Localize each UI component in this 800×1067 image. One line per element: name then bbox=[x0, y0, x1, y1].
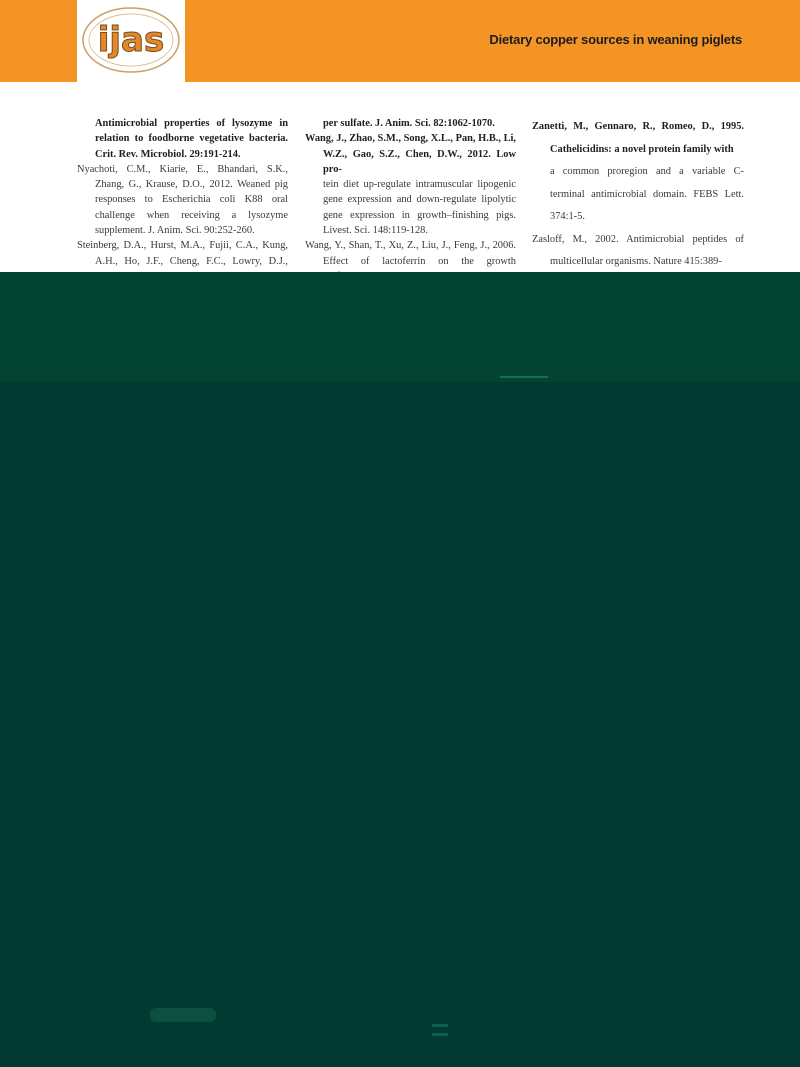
journal-header-bar bbox=[0, 0, 800, 82]
reference-entry: a common proregion and a variable C-terminal antimicrobial domain. FEBS Lett. 374:1-5. bbox=[550, 166, 744, 222]
reference-entry: per sulfate. J. Anim. Sci. 82:1062-1070. bbox=[323, 118, 495, 129]
corrupted-area bbox=[0, 382, 800, 1067]
logo-wordmark: ijas bbox=[97, 20, 165, 60]
reference-entry: Wang, Y., Shan, T., Xu, Z., Liu, J., Feng, J., 2006. Effect of lactoferrin on the growth bbox=[305, 240, 516, 267]
artifact-line bbox=[500, 376, 548, 378]
footer-logo-artifact bbox=[150, 1008, 216, 1022]
journal-logo bbox=[77, 0, 185, 82]
reference-entry: tein diet up-regulate intramuscular lipogenic gene expression and down-regulate lipolytic gene expression in growth–finishing pigs. Livest. Sci. 148:119-128. bbox=[323, 179, 516, 237]
references-column-3 bbox=[532, 116, 744, 274]
reference-entry: Zanetti, M., Gennaro, R., Romeo, D., 1995. Cathelicidins: a novel protein family with bbox=[532, 121, 744, 155]
reference-entry: Wang, J., Zhao, S.M., Song, X.L., Pan, H.B., Li, W.Z., Gao, S.Z., Chen, D.W., 2012. Low pro- bbox=[305, 133, 516, 175]
reference-entry: Antimicrobial properties of lysozyme in relation to foodborne vegetative bacteria. Crit. Rev. Microbiol. 29:191-214. bbox=[95, 118, 288, 160]
reference-entry: Nyachoti, C.M., Kiarie, E., Bhandari, S.K., Zhang, G., Krause, D.O., 2012. Weaned pig responses to Escherichia coli K88 oral challenge when receiving a lysozyme supplement. J. Anim. Sci. 90:252-260. bbox=[77, 163, 288, 237]
corrupted-band bbox=[0, 272, 800, 382]
footer-page-mark bbox=[432, 1024, 448, 1036]
reference-entry: Steinberg, D.A., Hurst, M.A., Fujii, C.A., Kung, A.H., Ho, J.F., Cheng, F.C., Lowry, D.J., bbox=[77, 240, 288, 267]
references-section bbox=[0, 82, 800, 272]
journal-logo-emblem bbox=[77, 0, 185, 82]
reference-entry: Zasloff, M., 2002. Antimicrobial peptides of multicellular organisms. Nature 415:389- bbox=[532, 233, 744, 267]
running-title: Dietary copper sources in weaning piglets bbox=[489, 32, 742, 47]
